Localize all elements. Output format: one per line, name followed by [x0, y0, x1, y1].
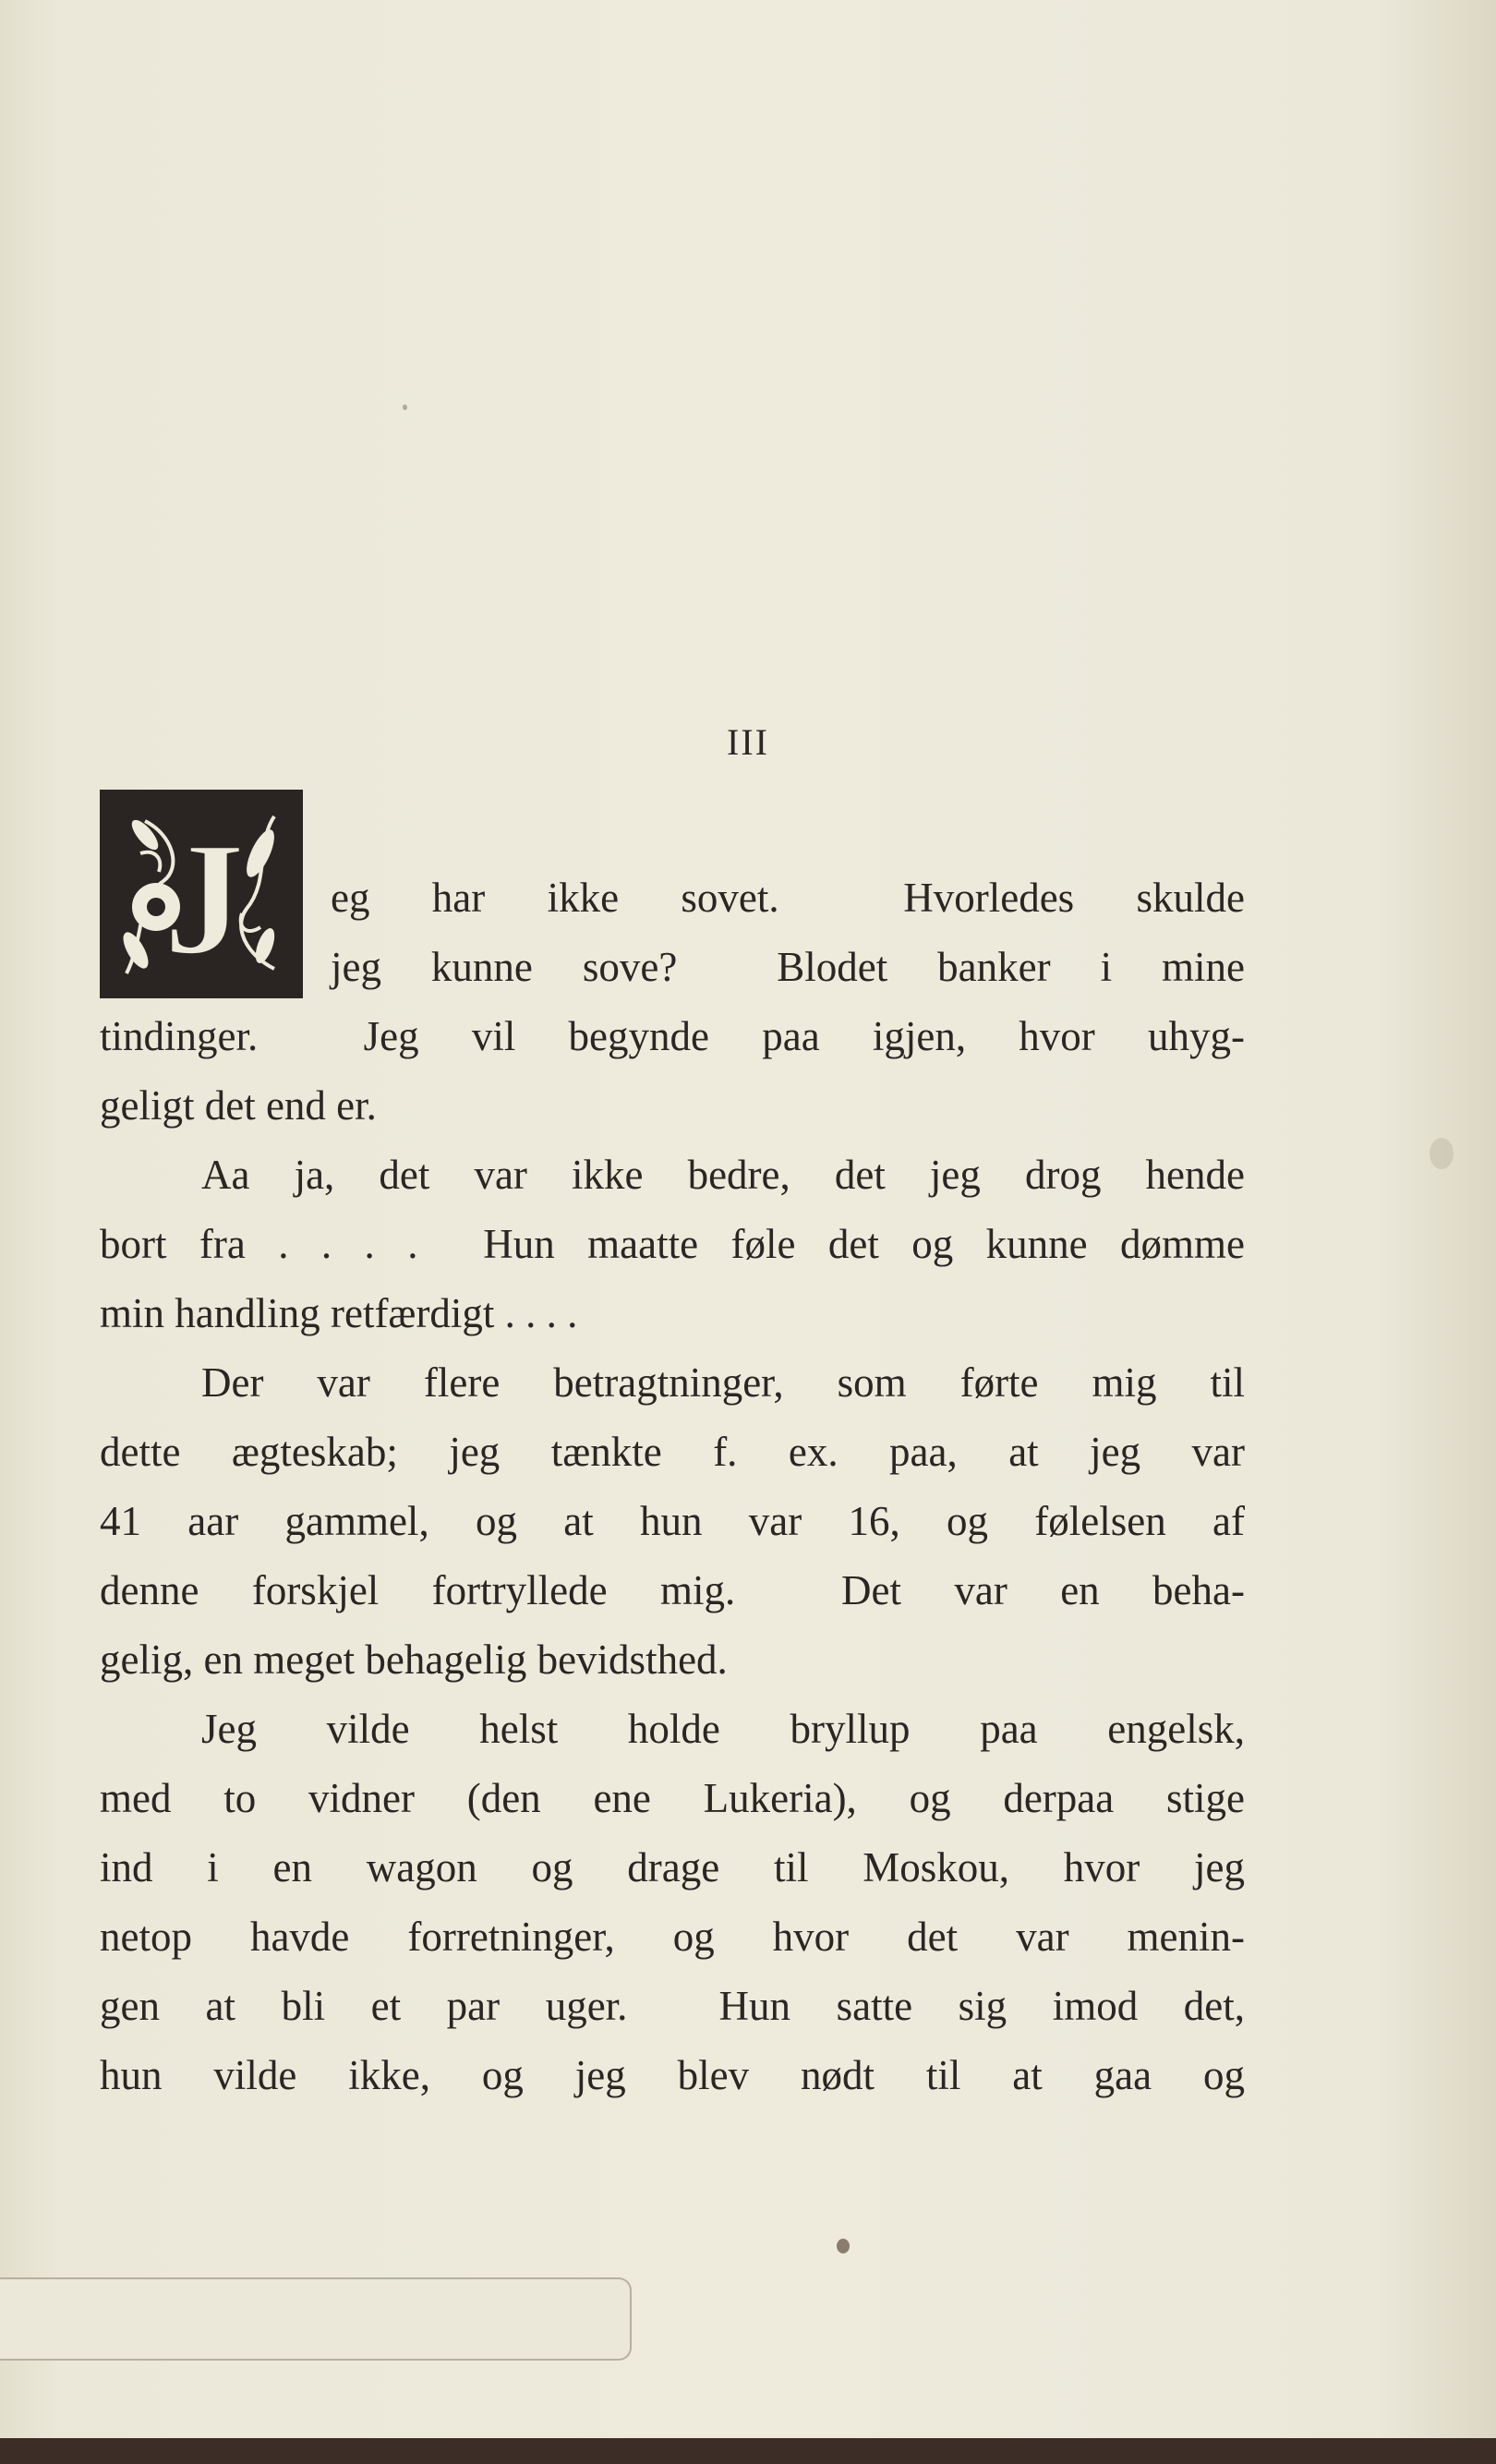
- ink-spot: [403, 405, 407, 410]
- text-line: Aa ja, det var ikke bedre, det jeg drog hende: [201, 1152, 1245, 1198]
- drop-cap-letter: J: [163, 809, 245, 989]
- text-line: min handling retfærdigt . . . .: [100, 1290, 578, 1336]
- text-line: denne forskjel fortryllede mig. Det var en beha-: [100, 1567, 1245, 1613]
- text-line: med to vidner (den ene Lukeria), og derpaa stige: [100, 1775, 1245, 1821]
- paper-tab-strip: [0, 2277, 632, 2361]
- text-line: dette ægteskab; jeg tænkte f. ex. paa, at jeg var: [100, 1429, 1245, 1475]
- text-line: gen at bli et par uger. Hun satte sig imod det,: [100, 1983, 1245, 2029]
- text-line: Jeg vilde helst holde bryllup paa engelsk,: [201, 1706, 1245, 1752]
- page-bottom-edge: [0, 2438, 1496, 2464]
- text-line: eg har ikke sovet. Hvorledes skulde: [331, 875, 1245, 921]
- text-line: tindinger. Jeg vil begynde paa igjen, hvor uhyg-: [100, 1013, 1245, 1059]
- chapter-number: III: [727, 721, 769, 763]
- text-line: geligt det end er.: [100, 1082, 377, 1129]
- text-line: 41 aar gammel, og at hun var 16, og følelsen af: [100, 1498, 1245, 1544]
- text-line: ind i en wagon og drage til Moskou, hvor jeg: [100, 1844, 1245, 1890]
- text-line: bort fra . . . . Hun maatte føle det og kunne dømme: [100, 1221, 1245, 1267]
- floral-ornament-icon: [108, 798, 295, 990]
- text-line: netop havde forretninger, og hvor det var menin-: [100, 1914, 1245, 1960]
- text-line: Der var flere betragtninger, som førte mig til: [201, 1359, 1245, 1406]
- ink-spot: [837, 2239, 850, 2253]
- text-line: jeg kunne sove? Blodet banker i mine: [331, 944, 1245, 990]
- decorative-initial: [100, 790, 303, 998]
- ink-spot: [1430, 1138, 1454, 1169]
- text-line: hun vilde ikke, og jeg blev nødt til at gaa og: [100, 2052, 1245, 2098]
- text-line: gelig, en meget behagelig bevidsthed.: [100, 1637, 728, 1683]
